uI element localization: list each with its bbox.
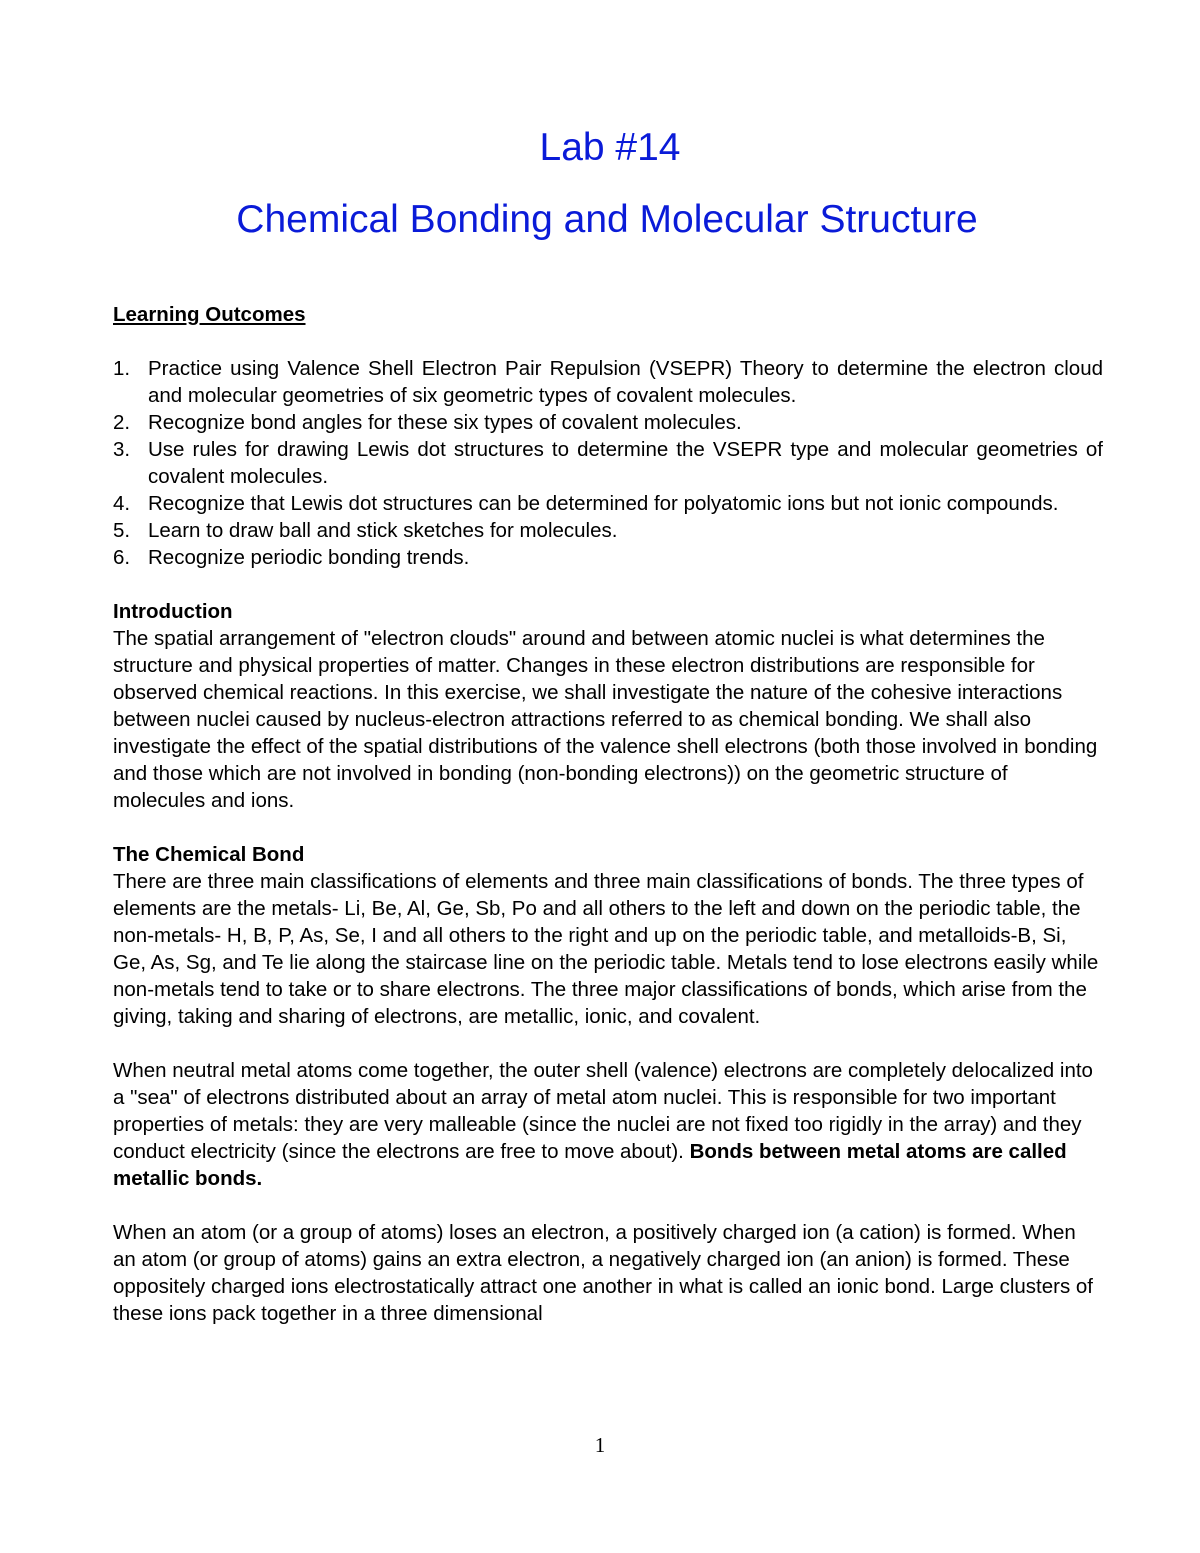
page-number: 1 xyxy=(594,1433,606,1457)
outcome-text: Practice using Valence Shell Electron Pair Repulsion (VSEPR) Theory to determine the electron cloud and molecular geometries of six geometric types of covalent molecules. xyxy=(148,357,1103,407)
outcome-number: 4. xyxy=(113,492,131,515)
introduction-heading: Introduction xyxy=(113,600,233,623)
outcome-item xyxy=(113,490,1103,517)
lab-number-title: Lab #14 xyxy=(539,126,681,169)
metallic-bond-definition: Bonds between metal atoms are called metallic bonds. xyxy=(113,1140,1067,1190)
introduction-paragraph: The spatial arrangement of "electron clouds" around and between atomic nuclei is what determines the structure and physical properties of matter. Changes in these electron distributions are responsible for observed chemical reactions. In this exercise, we shall investigate the nature of the cohesive interactions between nuclei caused by nucleus-electron attractions referred to as chemical bonding. We shall also investigate the effect of the spatial distributions of the valence shell electrons (both those involved in bonding and those which are not involved in bonding (non-bonding electrons)) on the geometric structure of molecules and ions. xyxy=(113,627,1098,812)
learning-outcomes-list xyxy=(113,355,1103,571)
lab-title: Chemical Bonding and Molecular Structure xyxy=(236,198,978,241)
outcome-number: 1. xyxy=(113,357,131,380)
chemical-bond-heading: The Chemical Bond xyxy=(113,843,305,866)
outcome-number: 5. xyxy=(113,519,131,542)
outcome-text: Learn to draw ball and stick sketches for molecules. xyxy=(148,519,618,542)
outcome-text: Recognize periodic bonding trends. xyxy=(148,546,470,569)
outcome-item xyxy=(113,355,1103,409)
outcome-number: 2. xyxy=(113,411,131,434)
document-body xyxy=(113,301,1103,1327)
outcome-text: Recognize that Lewis dot structures can be determined for polyatomic ions but not ionic compounds. xyxy=(148,492,1059,515)
outcome-text: Use rules for drawing Lewis dot structures to determine the VSEPR type and molecular geometries of covalent molecules. xyxy=(148,438,1103,488)
outcome-item xyxy=(113,409,1103,436)
chemical-bond-paragraph-3: When an atom (or a group of atoms) loses an electron, a positively charged ion (a cation) is formed. When an atom (or group of atoms) gains an extra electron, a negatively charged ion (an anion) is formed. These oppositely charged ions electrostatically attract one another in what is called an ionic bond. Large clusters of these ions pack together in a three dimensional xyxy=(113,1221,1094,1325)
outcome-item xyxy=(113,436,1103,490)
outcome-number: 6. xyxy=(113,546,131,569)
outcome-text: Recognize bond angles for these six types of covalent molecules. xyxy=(148,411,742,434)
outcome-item xyxy=(113,517,1103,544)
learning-outcomes-heading: Learning Outcomes xyxy=(113,303,306,326)
outcome-item xyxy=(113,544,1103,571)
chemical-bond-paragraph-1: There are three main classifications of elements and three main classifications of bonds. The three types of elements are the metals- Li, Be, Al, Ge, Sb, Po and all others to the left and down on the periodic table, the non-metals- H, B, P, As, Se, I and all others to the right and up on the periodic table, and metalloids-B, Si, Ge, As, Sg, and Te lie along the staircase line on the periodic table. Metals tend to lose electrons easily while non-metals tend to take or to share electrons. The three major classifications of bonds, which arise from the giving, taking and sharing of electrons, are metallic, ionic, and covalent. xyxy=(113,870,1099,1028)
outcome-number: 3. xyxy=(113,438,131,461)
chemical-bond-paragraph-2 xyxy=(113,1057,1103,1192)
metallic-bond-text: When neutral metal atoms come together, the outer shell (valence) electrons are completely delocalized into a "sea" of electrons distributed about an array of metal atom nuclei. This is responsible for two important properties of metals: they are very malleable (since the nuclei are not fixed too rigidly in the array) and they conduct electricity (since the electrons are free to move about). xyxy=(113,1059,1093,1163)
